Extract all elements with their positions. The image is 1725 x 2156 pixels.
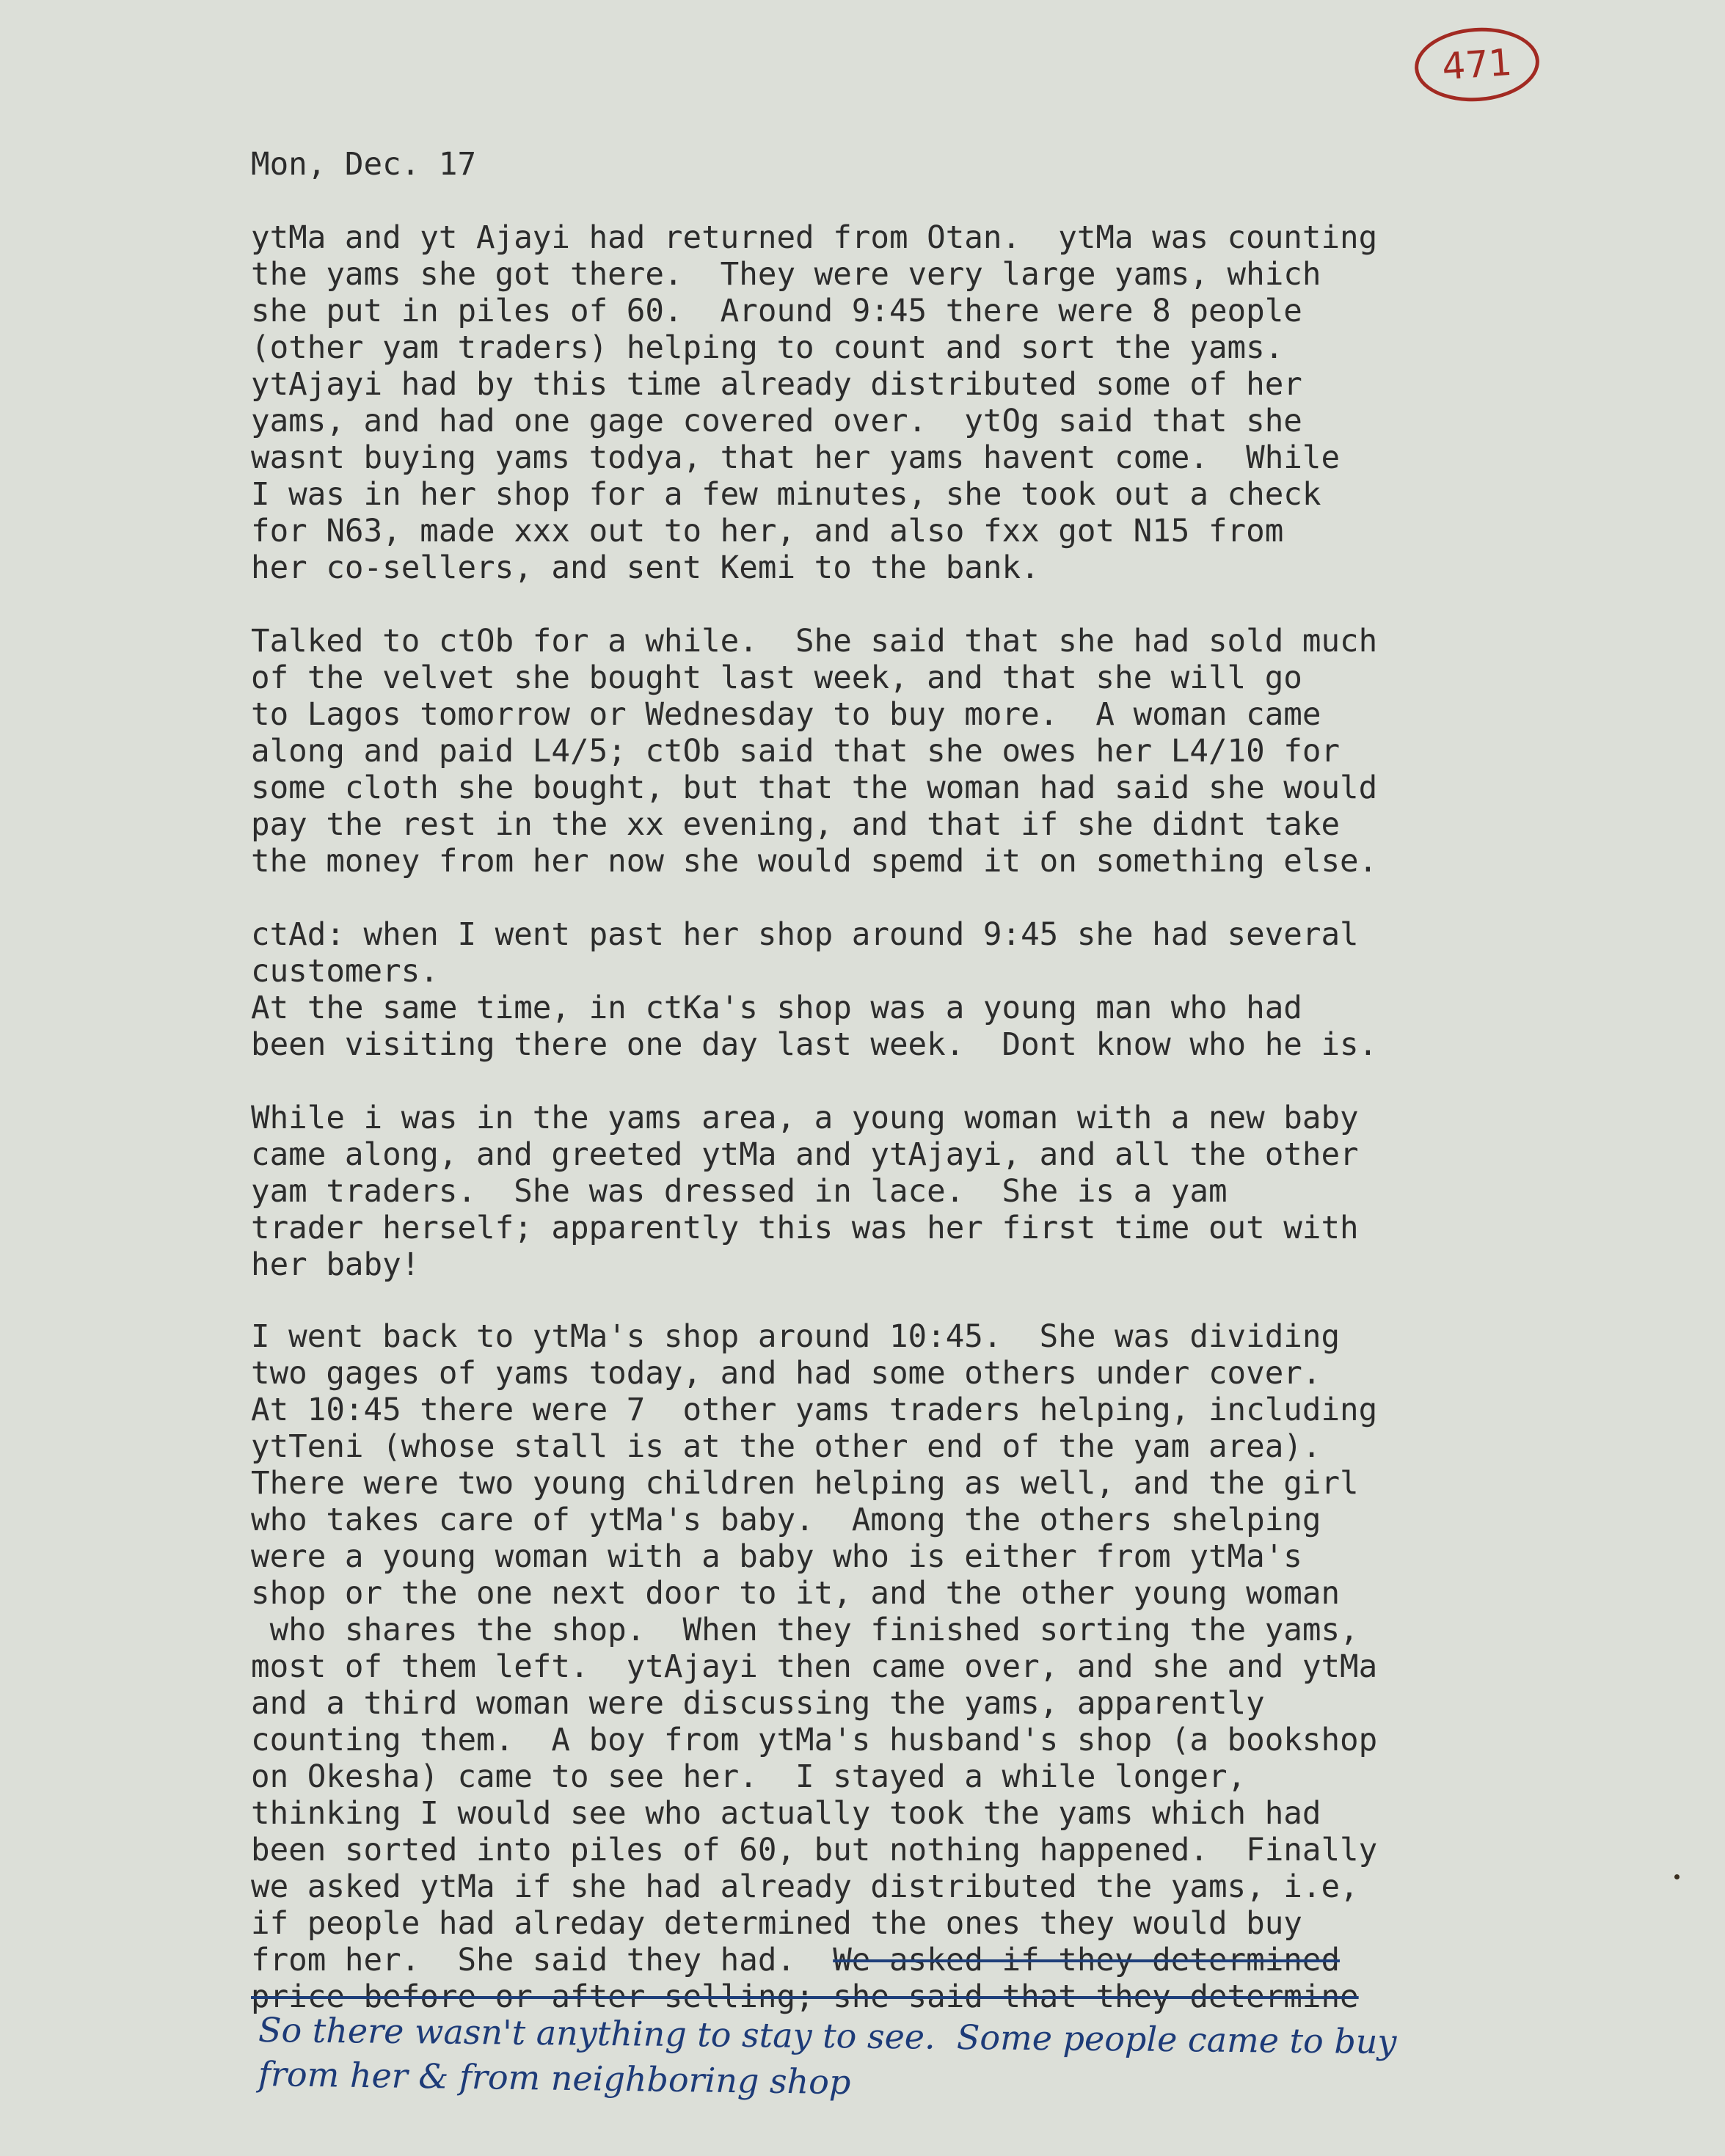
handwritten-note-line-2: from her & from neighboring shop: [258, 2054, 851, 2102]
typed-text: from her. She said they had.: [251, 1943, 834, 1978]
struck-line-1: [251, 1943, 1674, 1979]
paragraph-yam-counting: ytMa and yt Ajayi had returned from Otan. ytMa was counting the yams she got there. They were very large yams, which she put in piles of 60. Around 9:45 there were 8 people (other yam traders) helping to count and sort the yams. ytAjayi had by this time already distributed some of her yams, and had one gage covered over. ytOg said that she wasnt buying yams todya, that her yams havent come. While I was in her shop for a few minutes, she took out a check for N63, made xxx out to her, and also fxx got N15 from her co-sellers, and sent Kemi to the bank.: [251, 220, 1378, 586]
page-number: 471: [1440, 40, 1514, 89]
ink-speck: [1674, 1874, 1680, 1879]
struck-out-text: We asked if they determined: [833, 1943, 1341, 1978]
paragraph-young-woman-baby: While i was in the yams area, a young woman with a new baby came along, and greeted ytMa and ytAjayi, and all the other yam traders. She was dressed in lace. She is a yam trader herself; apparently this was her first time out with her baby!: [251, 1100, 1359, 1283]
paragraph-dividing-gages: I went back to ytMa's shop around 10:45. She was dividing two gages of yams today, and had some others under cover. At 10:45 there were 7 other yams traders helping, including ytTeni (whose stall is at the other end of the yam area). There were two young children helping as well, and the girl who takes care of ytMa's baby. Among the others shelping were a young woman with a baby who is either from ytMa's shop or the one next door to it, and the other young woman who shares the shop. When they finished sorting the yams, most of them left. ytAjayi then came over, and she and ytMa and a third woman were discussing the yams, apparently counting them. A boy from ytMa's husband's shop (a bookshop on Okesha) came to see her. I stayed a while longer, thinking I would see who actually took the yams which had been sorted into piles of 60, but nothing happened. Finally we asked ytMa if she had already distributed the yams, i.e, if people had alreday determined the ones they would buy: [251, 1319, 1378, 1942]
date-heading: Mon, Dec. 17: [251, 147, 477, 183]
page-number-circle: [1412, 23, 1542, 106]
paragraph-ctob-velvet: Talked to ctOb for a while. She said that she had sold much of the velvet she bought last week, and that she will go to Lagos tomorrow or Wednesday to buy more. A woman came along and paid L4/5; ctOb said that she owes her L4/10 for some cloth she bought, but that the woman had said she would pay the rest in the xx evening, and that if she didnt take the money from her now she would spemd it on something else.: [251, 624, 1378, 880]
paragraph-ctad-customers: ctAd: when I went past her shop around 9:45 she had several customers. At the same time, in ctKa's shop was a young man who had been visiting there one day last week. Dont know who he is.: [251, 917, 1378, 1063]
struck-out-text: price before or after selling; she said that they determine: [251, 1979, 1359, 2015]
handwritten-note-line-1: So there wasn't anything to stay to see. Some people came to buy: [258, 2010, 1397, 2062]
